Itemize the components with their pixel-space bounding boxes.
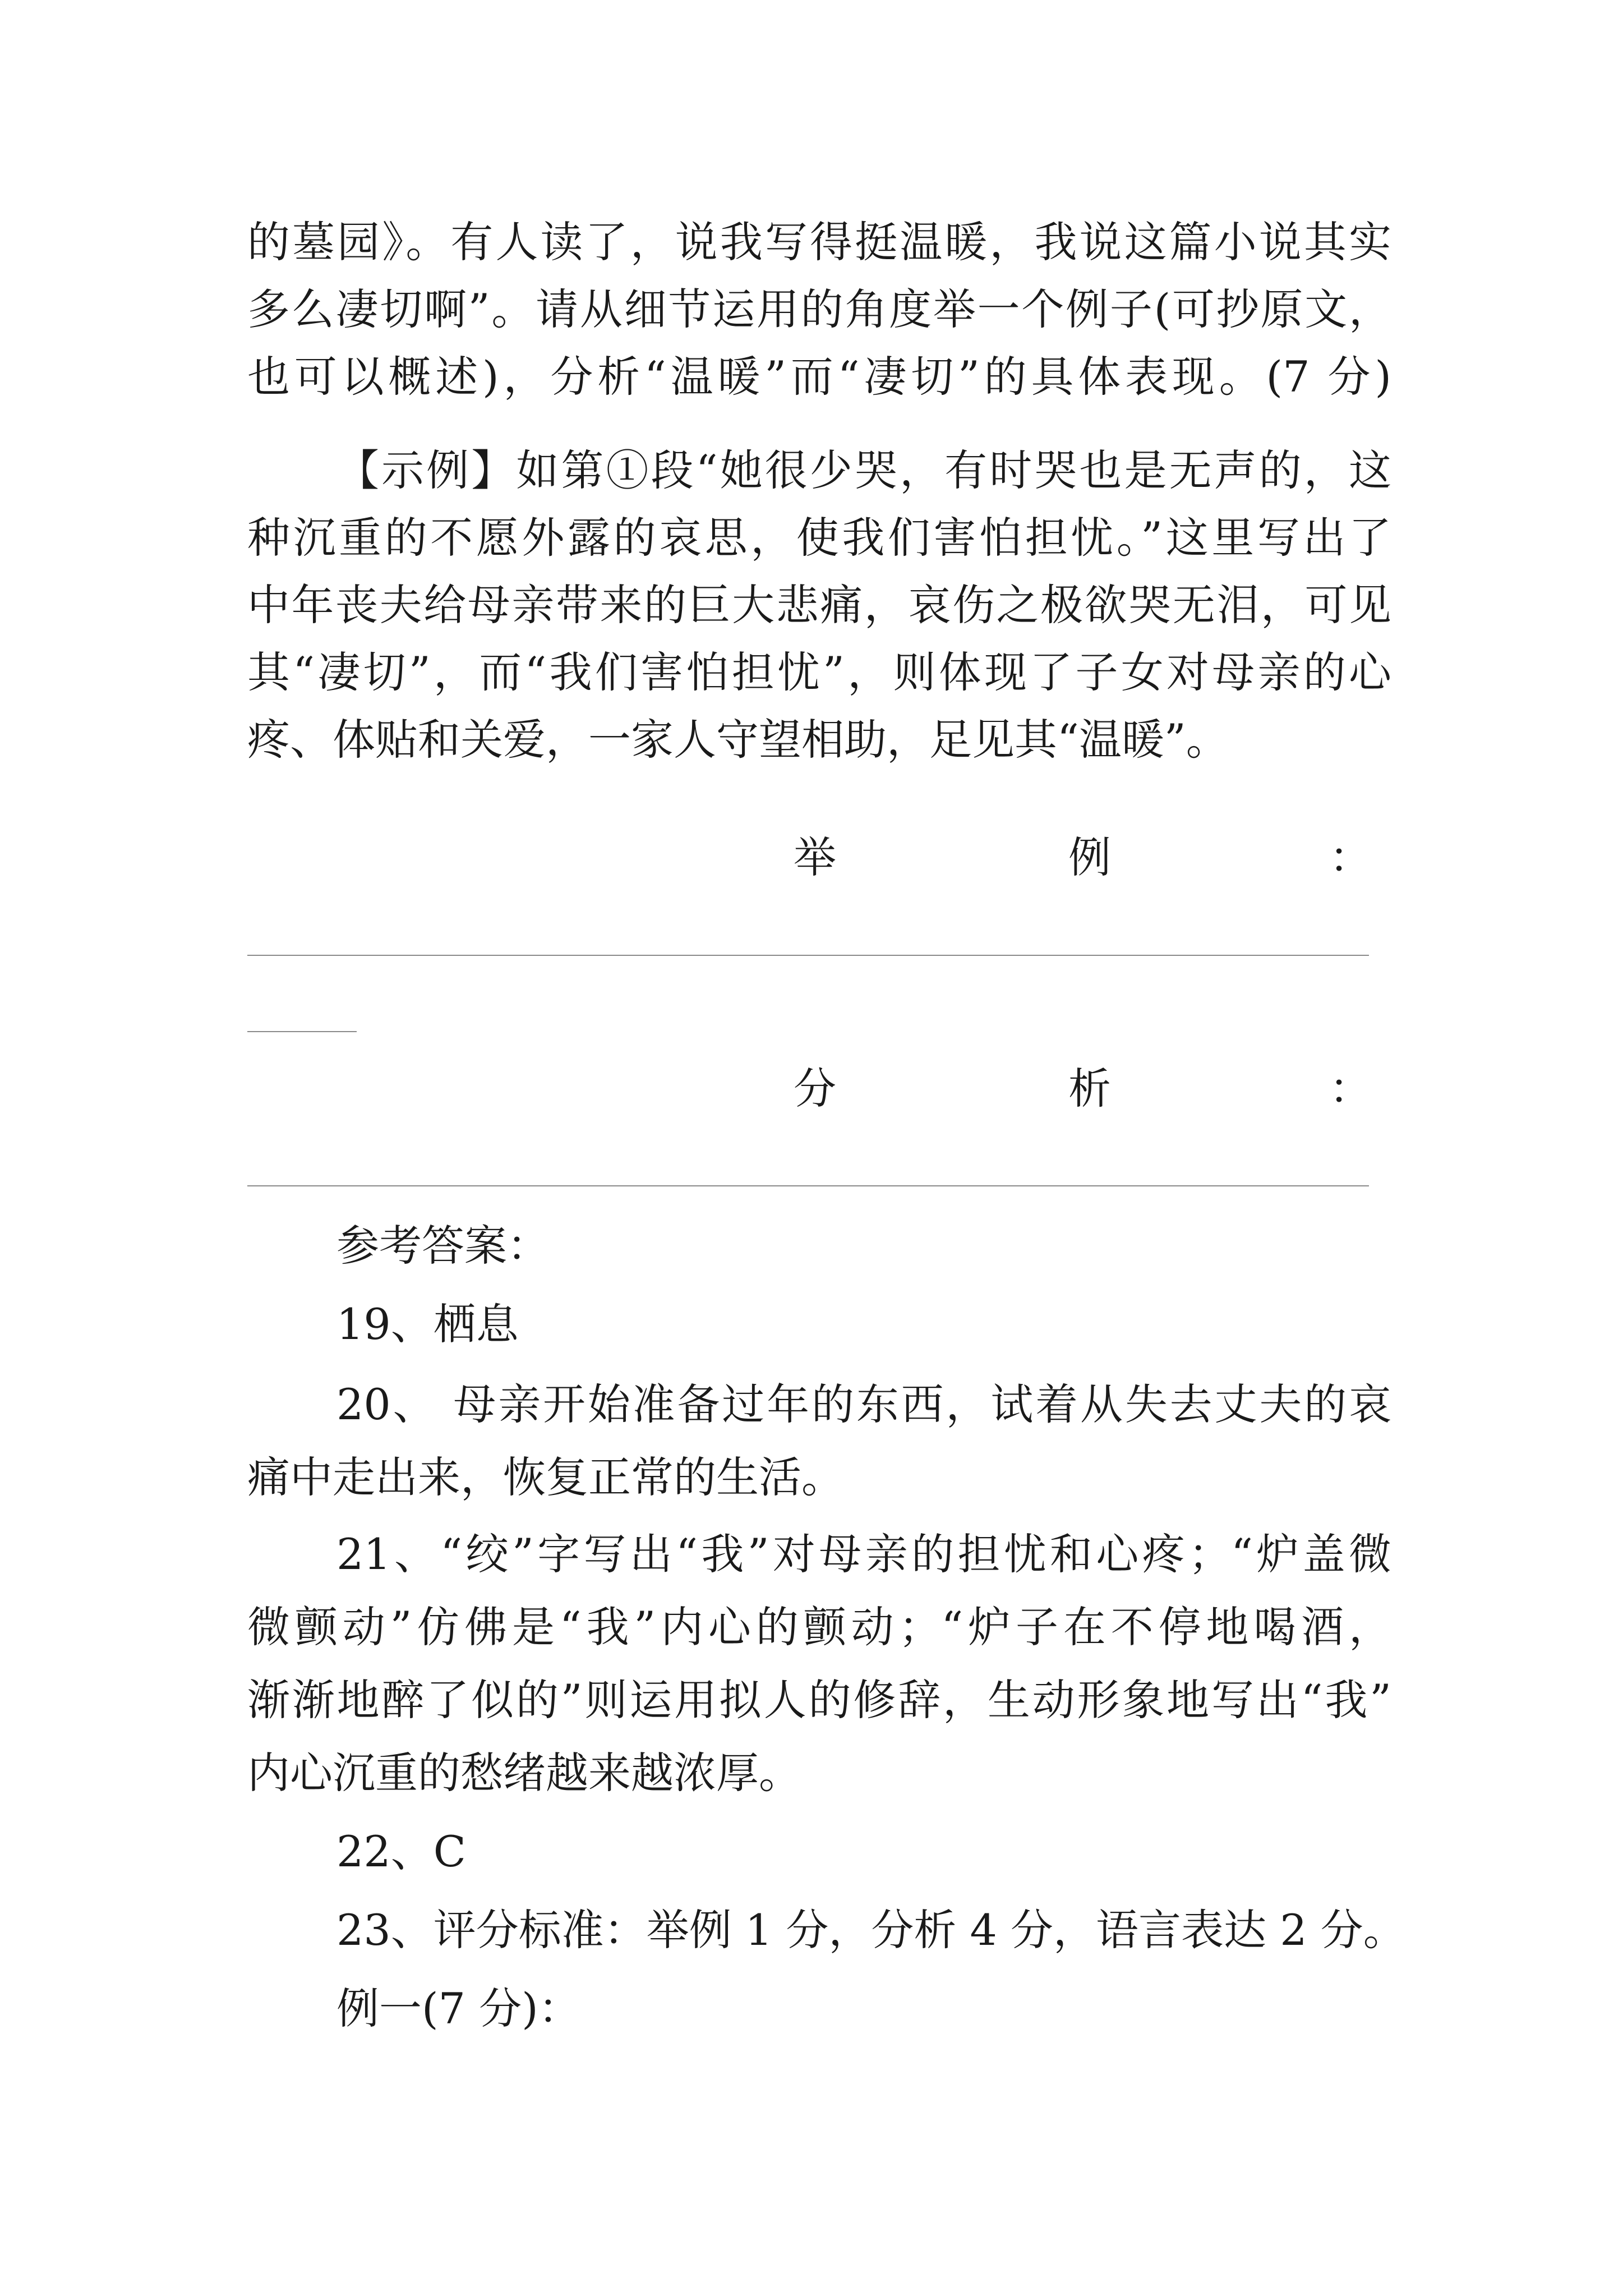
example-label-char-2: 例 (1068, 832, 1111, 882)
answer-19: 19、栖息 (336, 1299, 519, 1349)
answer-21-line-3: 渐渐地醉了似的”则运用拟人的修辞，生动形象地写出“我” (247, 1675, 1391, 1725)
answer-20-line-1: 20、 母亲开始准备过年的东西，试着从失去丈夫的哀 (336, 1379, 1391, 1429)
question-text-line-3: 也可以概述)，分析“温暖”而“凄切”的具体表现。(7 分) (247, 352, 1391, 402)
example-text-line-1: 【示例】如第①段“她很少哭，有时哭也是无声的，这 (336, 445, 1391, 495)
example-text-line-5: 疼、体贴和关爱，一家人守望相助，足见其“温暖”。 (247, 715, 1229, 765)
example-label-char-1: 举 (794, 832, 836, 882)
answer-21-line-4: 内心沉重的愁绪越来越浓厚。 (247, 1748, 801, 1798)
answer-20-line-2: 痛中走出来，恢复正常的生活。 (247, 1452, 844, 1502)
analysis-label-colon: ： (1329, 1064, 1372, 1114)
example-text-line-3: 中年丧夫给母亲带来的巨大悲痛，哀伤之极欲哭无泪，可见 (247, 580, 1391, 630)
example-one-label: 例一(7 分)： (336, 1984, 581, 2033)
answer-blank-line-1[interactable] (247, 955, 1369, 956)
example-text-line-4: 其“凄切”，而“我们害怕担忧”，则体现了子女对母亲的心 (247, 647, 1391, 697)
answer-21-line-1: 21、“绞”字写出“我”对母亲的担忧和心疼；“炉盖微 (336, 1529, 1391, 1579)
question-text-line-1: 的墓园》。有人读了，说我写得挺温暖，我说这篇小说其实 (247, 217, 1391, 267)
answers-heading: 参考答案： (336, 1221, 550, 1271)
answer-22: 22、C (336, 1826, 466, 1876)
answer-blank-line-2[interactable] (247, 1185, 1369, 1186)
question-text-line-2: 多么凄切啊”。请从细节运用的角度举一个例子(可抄原文， (247, 284, 1391, 334)
analysis-label-char-1: 分 (794, 1064, 836, 1114)
example-label-colon: ： (1329, 832, 1372, 882)
answer-blank-line-1-continued[interactable] (247, 1031, 357, 1032)
analysis-label-char-2: 析 (1068, 1064, 1111, 1114)
example-text-line-2: 种沉重的不愿外露的哀思，使我们害怕担忧。”这里写出了 (247, 513, 1391, 563)
answer-21-line-2: 微颤动”仿佛是“我”内心的颤动；“炉子在不停地喝酒， (247, 1602, 1391, 1652)
answer-23: 23、评分标准：举例 1 分，分析 4 分，语言表达 2 分。 (336, 1905, 1406, 1955)
